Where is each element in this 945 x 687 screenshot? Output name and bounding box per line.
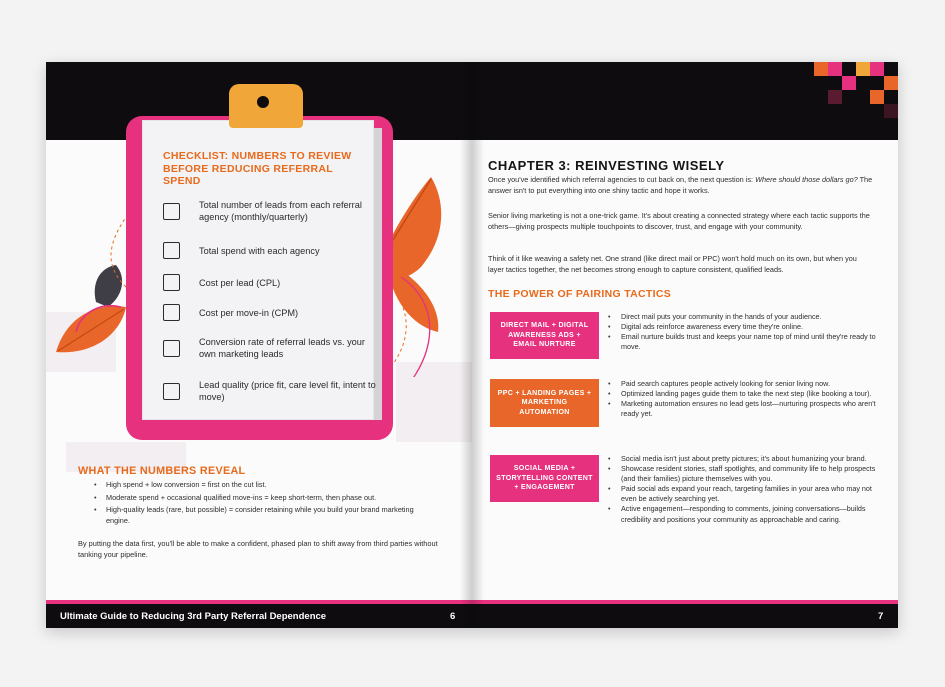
- pixel-decoration: [828, 62, 842, 76]
- section-heading: THE POWER OF PAIRING TACTICS: [488, 288, 672, 300]
- pixel-decoration: [814, 62, 828, 76]
- body-paragraph: By putting the data first, you'll be able to make a confident, phased plan to shift away from third parties without tanking your pipeline.: [78, 539, 438, 559]
- checklist-item-label: Cost per move-in (CPM): [199, 307, 299, 318]
- list-item: • High-quality leads (rare, but possible) = consider retaining while you build your brand marketing engine.: [90, 505, 430, 526]
- checklist-item-label: Lead quality (price fit, care level fit, intent to move): [199, 380, 376, 402]
- list-item: • Paid search captures people actively looking for senior living now.: [608, 379, 878, 389]
- intro-question: Where should those dollars go?: [755, 175, 858, 184]
- pixel-decoration: [870, 90, 884, 104]
- checklist-item: [163, 242, 378, 259]
- intro-text: Once you've identified which referral agencies to cut back on, the next question is:: [488, 175, 756, 184]
- checklist-item: [163, 336, 378, 360]
- tactic-label-box: SOCIAL MEDIA + STORYTELLING CONTENT + ENGAGEMENT: [490, 455, 599, 502]
- tactic-label-box: PPC + LANDING PAGES + MARKETING AUTOMATION: [490, 379, 599, 427]
- checklist-item: [163, 304, 378, 321]
- intro-paragraph: [488, 175, 873, 196]
- checklist-item: [163, 274, 378, 291]
- checkbox[interactable]: [163, 304, 180, 321]
- list-item: • Email nurture builds trust and keeps your name top of mind until they're ready to move.: [608, 332, 878, 352]
- list-item: • Marketing automation ensures no lead gets lost—nurturing prospects who aren't ready yet.: [608, 399, 878, 419]
- tactic-bullets: [608, 379, 878, 419]
- checkbox[interactable]: [163, 340, 180, 357]
- pixel-decoration: [828, 90, 842, 104]
- list-item: • Moderate spend + occasional qualified move-ins = keep short-term, then phase out.: [90, 493, 430, 504]
- checkbox[interactable]: [163, 274, 180, 291]
- checkbox[interactable]: [163, 203, 180, 220]
- list-item: • Social media isn't just about pretty pictures; it's about humanizing your brand.: [608, 454, 878, 464]
- list-item: • Active engagement—responding to comments, joining conversations—builds credibility and positions your community as approachable and caring.: [608, 504, 878, 524]
- checklist-item-label: Conversion rate of referral leads vs. your own marketing leads: [199, 337, 365, 359]
- pixel-decoration: [884, 104, 898, 118]
- brochure-spread: [46, 62, 898, 628]
- pixel-decoration: [870, 62, 884, 76]
- page-number: 6: [450, 611, 456, 622]
- list-item: • Direct mail puts your community in the hands of your audience.: [608, 312, 878, 322]
- clipboard-clip-hole: [253, 92, 273, 112]
- checklist-item: [163, 199, 378, 223]
- checkbox[interactable]: [163, 242, 180, 259]
- list-item: • Digital ads reinforce awareness every time they're online.: [608, 322, 878, 332]
- pixel-decoration: [856, 62, 870, 76]
- list-item: • Optimized landing pages guide them to take the next step (like booking a tour).: [608, 389, 878, 399]
- right-page: [472, 62, 898, 628]
- intro-text: The answer isn't to put everything into one shiny tactic and hope it works.: [488, 175, 873, 195]
- list-item: • High spend + low conversion = first on the cut list.: [90, 480, 430, 491]
- tactic-label-box: DIRECT MAIL + DIGITAL AWARENESS ADS + EMAIL NURTURE: [490, 312, 599, 359]
- footer-band: [472, 604, 898, 628]
- body-paragraph: Think of it like weaving a safety net. One strand (like direct mail or PPC) won't hold much on its own, but when you layer tactics together, the net becomes strong enough to capture consistent, qualified leads.: [488, 254, 857, 274]
- left-page: [46, 62, 472, 628]
- tactic-bullets: [608, 312, 878, 352]
- checklist-title: CHECKLIST: NUMBERS TO REVIEW BEFORE REDUCING REFERRAL SPEND: [163, 150, 352, 188]
- chapter-title: CHAPTER 3: REINVESTING WISELY: [488, 158, 725, 173]
- pixel-decoration: [884, 76, 898, 90]
- checklist-item-label: Cost per lead (CPL): [199, 277, 281, 288]
- checkbox[interactable]: [163, 383, 180, 400]
- page-number: 7: [878, 611, 884, 622]
- checklist-item-label: Total spend with each agency: [199, 245, 320, 256]
- body-paragraph: Senior living marketing is not a one-trick game. It's about creating a connected strategy where each tactic supports the others—giving prospects multiple touchpoints to discover, trust, and engage with your community.: [488, 211, 870, 231]
- list-item: • Showcase resident stories, staff spotlights, and community life to help prospects (and their families) picture themselves with you.: [608, 464, 878, 484]
- bullet-list: [90, 480, 430, 526]
- footer-title: Ultimate Guide to Reducing 3rd Party Referral Dependence: [60, 611, 327, 622]
- section-heading: WHAT THE NUMBERS REVEAL: [78, 465, 246, 477]
- pixel-decoration: [842, 76, 856, 90]
- checklist-item-label: Total number of leads from each referral agency (monthly/quarterly): [199, 200, 362, 222]
- tactic-bullets: [608, 454, 878, 525]
- checklist-item: [163, 379, 378, 403]
- list-item: • Paid social ads expand your reach, targeting families in your area who may not even be actively searching yet.: [608, 484, 878, 504]
